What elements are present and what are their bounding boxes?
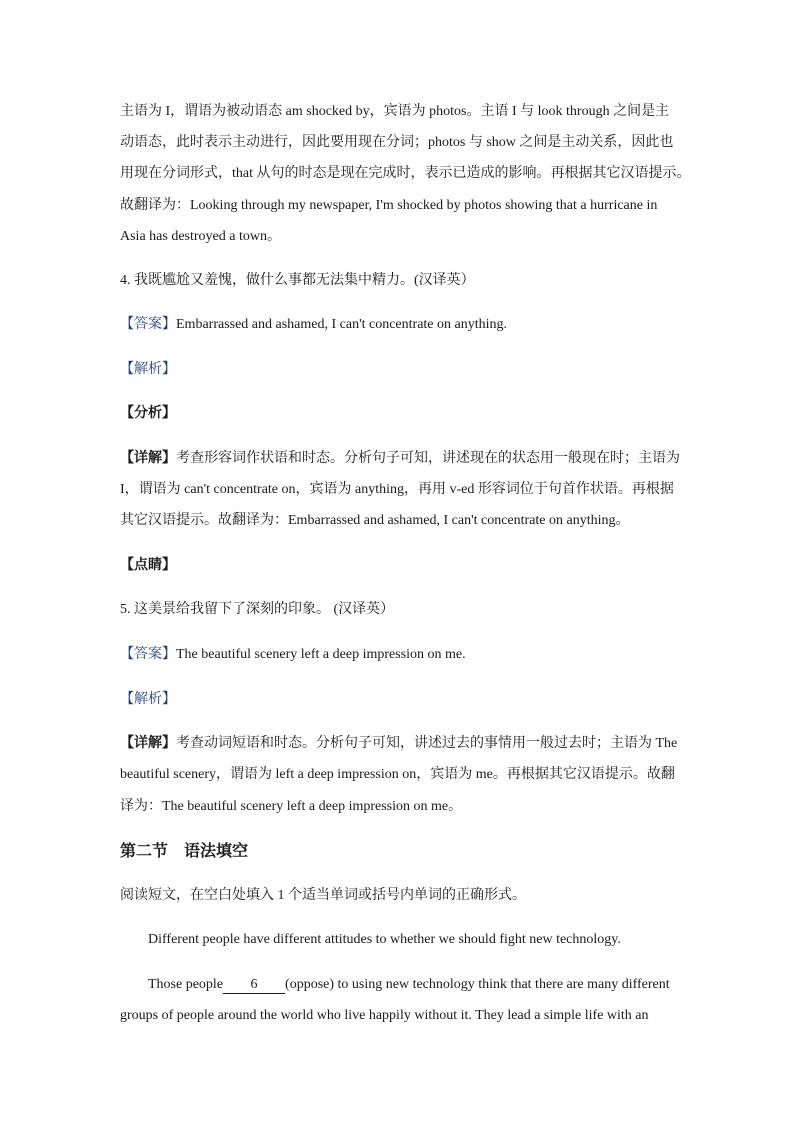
q4-answer-text: Embarrassed and ashamed, I can't concentrate on anything.	[176, 317, 508, 332]
q4-detail-line-1	[120, 449, 680, 469]
q5-question: 5. 这美景给我留下了深刻的印象。 (汉译英）	[120, 602, 395, 617]
passage-paragraph-1: Different people have different attitudes to whether we should fight new technology.	[148, 932, 621, 947]
section-title: 第二节 语法填空	[120, 841, 249, 860]
q5-detail-text-1: 考查动词短语和时态。分析句子可知，讲述过去的事情用一般过去时；主语为 The	[176, 736, 678, 751]
q5-answer-text: The beautiful scenery left a deep impression on me.	[176, 647, 466, 662]
q4-answer-row	[120, 315, 680, 335]
q4-dianjing-tag: 【点睛】	[120, 558, 176, 573]
section-instruction: 阅读短文，在空白处填入 1 个适当单词或括号内单词的正确形式。	[120, 888, 526, 903]
answer-tag: 【答案】	[120, 317, 176, 332]
q3-analysis-line-1: 主语为 I，谓语为被动语态 am shocked by，宾语为 photos。主语 I 与 look through 之间是主	[120, 104, 670, 119]
q5-answer-row	[120, 645, 680, 665]
q5-detail-line-3: 译为：The beautiful scenery left a deep impression on me。	[120, 799, 463, 814]
passage-text: Those people	[148, 977, 224, 992]
q5-detail-line-1	[120, 734, 680, 754]
detail-tag: 【详解】	[120, 736, 176, 751]
passage-text: (oppose) to using new technology think that there are many different	[285, 977, 670, 992]
passage-paragraph-2	[148, 975, 708, 995]
q4-fenxi-tag: 【分析】	[120, 406, 176, 421]
q4-analysis-tag: 【解析】	[120, 362, 176, 377]
passage-paragraph-2-cont: groups of people around the world who live happily without it. They lead a simple life with an	[120, 1008, 649, 1023]
detail-tag: 【详解】	[120, 451, 176, 466]
q4-detail-text-1: 考查形容词作状语和时态。分析句子可知，讲述现在的状态用一般现在时；主语为	[176, 451, 680, 466]
q3-analysis-line-3: 用现在分词形式，that 从句的时态是现在完成时，表示已造成的影响。再根据其它汉语提示。	[120, 166, 691, 181]
answer-tag: 【答案】	[120, 647, 176, 662]
q5-detail-line-2: beautiful scenery，谓语为 left a deep impression on，宾语为 me。再根据其它汉语提示。故翻	[120, 767, 675, 782]
fill-blank-6[interactable]: 6	[223, 977, 285, 994]
q3-analysis-line-5: Asia has destroyed a town。	[120, 229, 281, 244]
q5-analysis-tag: 【解析】	[120, 692, 176, 707]
q4-detail-line-2: I，谓语为 can't concentrate on，宾语为 anything，再用 v-ed 形容词位于句首作状语。再根据	[120, 482, 674, 497]
q4-detail-line-3: 其它汉语提示。故翻译为：Embarrassed and ashamed, I can't concentrate on anything。	[120, 513, 630, 528]
q3-analysis-line-2: 动语态，此时表示主动进行，因此要用现在分词；photos 与 show 之间是主动关系，因此也	[120, 135, 674, 150]
q4-question: 4. 我既尴尬又羞愧，做什么事都无法集中精力。(汉译英）	[120, 273, 475, 288]
q3-analysis-line-4: 故翻译为：Looking through my newspaper, I'm shocked by photos showing that a hurricane in	[120, 198, 658, 213]
